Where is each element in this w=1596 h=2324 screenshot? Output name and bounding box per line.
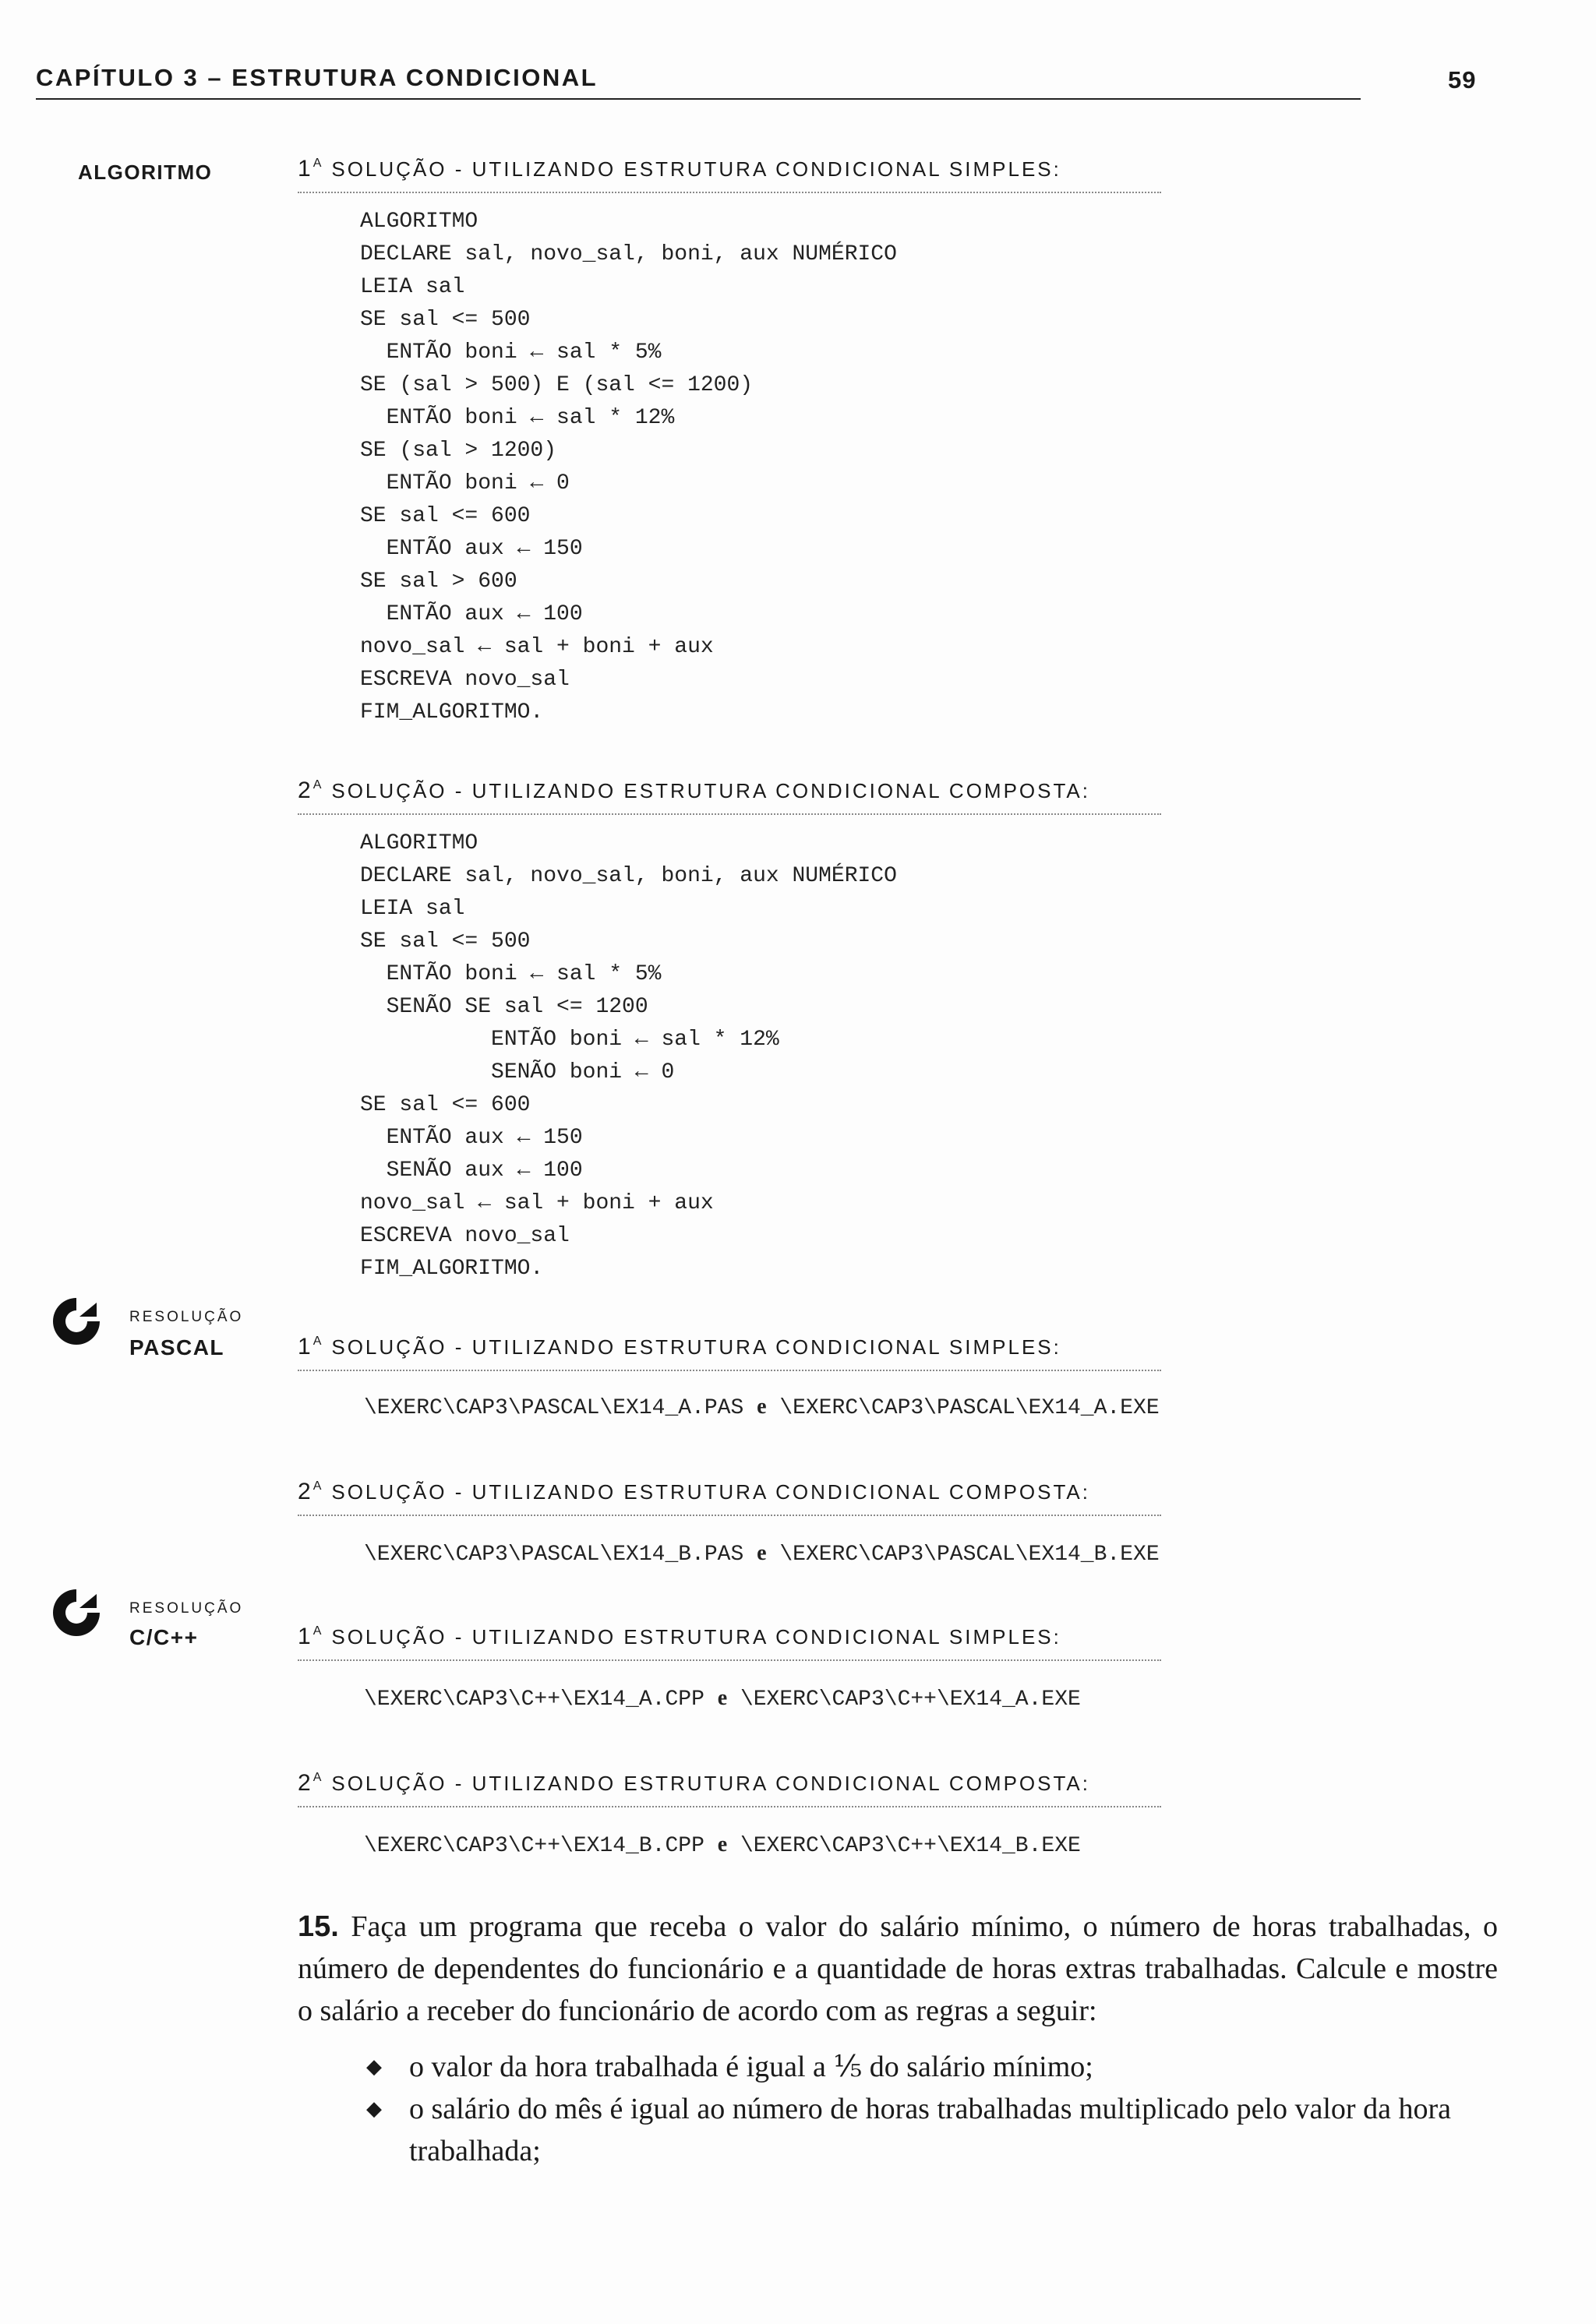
resolucao-label: RESOLUÇÃO (129, 1309, 244, 1325)
diamond-bullet-icon: ◆ (366, 2055, 382, 2078)
algoritmo-solution2-title: $2^A$ SOLUÇÃO - UTILIZANDO ESTRUTURA CONDICIONAL COMPOSTA: (298, 778, 1091, 803)
page-number: 59 (1448, 66, 1477, 93)
section-rule (298, 1370, 1161, 1371)
algoritmo-label: ALGORITMO (78, 160, 213, 184)
pascal-solution2-title: $2^A$ SOLUÇÃO - UTILIZANDO ESTRUTURA CONDICIONAL COMPOSTA: (298, 1479, 1091, 1504)
exercise-rules-list (366, 2046, 1498, 2172)
pascal-label: PASCAL (129, 1335, 225, 1359)
section-rule (298, 1659, 1161, 1661)
resolucao-logo-icon (48, 1293, 104, 1349)
chapter-title: CAPÍTULO 3 – ESTRUTURA CONDICIONAL (36, 64, 598, 91)
cpp-solution1-title: $1^A$ SOLUÇÃO - UTILIZANDO ESTRUTURA CONDICIONAL SIMPLES: (298, 1624, 1061, 1649)
cpp-solution2-title: $2^A$ SOLUÇÃO - UTILIZANDO ESTRUTURA CONDICIONAL COMPOSTA: (298, 1770, 1091, 1796)
exercise-15 (298, 1906, 1498, 2032)
pascal-solution2-files: \EXERC\CAP3\PASCAL\EX14_B.PAS e \EXERC\CAP3\PASCAL\EX14_B.EXE (364, 1541, 1160, 1567)
pascal-solution1-files: \EXERC\CAP3\PASCAL\EX14_A.PAS e \EXERC\CAP3\PASCAL\EX14_A.EXE (364, 1395, 1160, 1420)
resolucao-label: RESOLUÇÃO (129, 1600, 244, 1617)
algoritmo-solution1-title: $1^A$ SOLUÇÃO - UTILIZANDO ESTRUTURA CONDICIONAL SIMPLES: (298, 156, 1061, 182)
section-rule (298, 813, 1161, 815)
cpp-label: C/C++ (129, 1625, 199, 1649)
page-header (36, 64, 1361, 101)
cpp-solution1-files: \EXERC\CAP3\C++\EX14_A.CPP e \EXERC\CAP3\C++\EX14_A.EXE (364, 1686, 1081, 1712)
section-rule (298, 1806, 1161, 1807)
header-rule (36, 98, 1361, 100)
resolucao-logo-icon (48, 1585, 104, 1641)
cpp-solution2-files: \EXERC\CAP3\C++\EX14_B.CPP e \EXERC\CAP3\C++\EX14_B.EXE (364, 1832, 1081, 1858)
list-item: ◆ o valor da hora trabalhada é igual a ⅕ do salário mínimo; (366, 2046, 1498, 2088)
exercise-text: Faça um programa que receba o valor do salário mínimo, o número de horas trabalhadas, o número de dependentes do funcionário e a quantidade de horas extras trabalhadas. Calcule e mostre o salário a receber do funcionário de acordo com as regras a seguir: (298, 1910, 1499, 2027)
pascal-solution1-title: $1^A$ SOLUÇÃO - UTILIZANDO ESTRUTURA CONDICIONAL SIMPLES: (298, 1334, 1061, 1359)
section-rule (298, 192, 1161, 193)
section-rule (298, 1515, 1161, 1516)
algoritmo-solution1-code: ALGORITMO DECLARE sal, novo_sal, boni, aux NUMÉRICO LEIA sal SE sal <= 500 ENTÃO boni ← sal * 5% SE (sal > 500) E (sal <= 1200) ENTÃO boni ← sal * 12% SE (sal > 1200) ENTÃO boni ← 0 SE sal <= 600 ENTÃO aux ← 150 SE sal > 600 ENTÃO aux ← 100 novo_sal ← sal + boni + aux ESCREVA novo_sal FIM_ALGORITMO. (360, 210, 897, 725)
exercise-number: 15. (298, 1910, 339, 1943)
algoritmo-solution2-code: ALGORITMO DECLARE sal, novo_sal, boni, aux NUMÉRICO LEIA sal SE sal <= 500 ENTÃO boni ← sal * 5% SENÃO SE sal <= 1200 ENTÃO boni ← sal * 12% SENÃO boni ← 0 SE sal <= 600 ENTÃO aux ← 150 SENÃO aux ← 100 novo_sal ← sal + boni + aux ESCREVA novo_sal FIM_ALGORITMO. (360, 831, 897, 1281)
diamond-bullet-icon: ◆ (366, 2097, 382, 2120)
list-item: ◆ o salário do mês é igual ao número de horas trabalhadas multiplicado pelo valor da hora trabalhada; (366, 2088, 1498, 2172)
